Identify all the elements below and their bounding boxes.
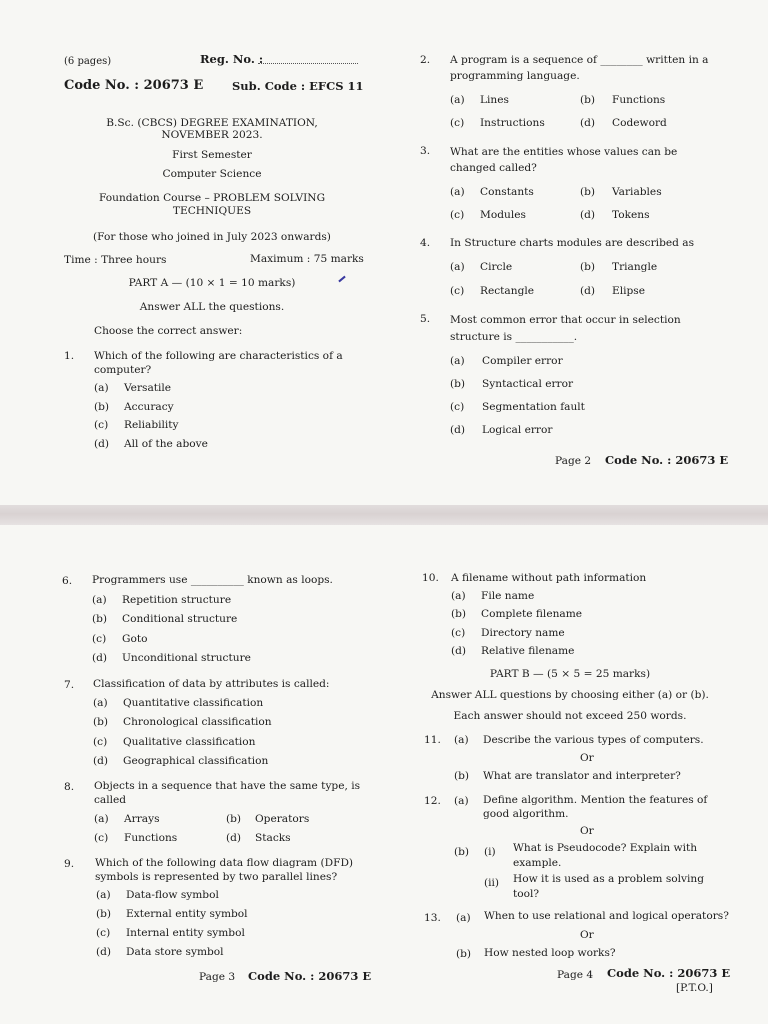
option-label: (a)	[92, 594, 107, 606]
option-label: (d)	[93, 755, 109, 767]
option-text: Constants	[480, 186, 534, 198]
option-text: All of the above	[124, 438, 208, 450]
footer-code-2: Code No. : 20673 E	[605, 453, 729, 467]
option-text: Variables	[612, 186, 662, 198]
option-label: (b)	[456, 948, 472, 960]
question-text: tool?	[513, 888, 540, 900]
option-text: Reliability	[124, 419, 179, 431]
option-label: (b)	[454, 770, 470, 782]
option-text: Data-flow symbol	[126, 889, 219, 901]
part-b-instruction: Answer ALL questions by choosing either (a) or (b).	[431, 689, 709, 701]
option-text: Circle	[480, 261, 513, 273]
sub-code: Sub. Code : EFCS 11	[232, 79, 364, 93]
part-b-word-limit: Each answer should not exceed 250 words.	[453, 710, 687, 722]
option-text: Conditional structure	[122, 613, 238, 625]
option-text: External entity symbol	[126, 908, 248, 920]
reg-no-label: Reg. No. :	[200, 52, 264, 66]
option-text: Versatile	[124, 382, 172, 394]
question-number: 9.	[64, 858, 75, 870]
choose-label: Choose the correct answer:	[94, 325, 243, 337]
question-text: Describe the various types of computers.	[483, 734, 704, 746]
question-text: What is Pseudocode? Explain with	[513, 842, 698, 854]
option-label: (a)	[450, 261, 465, 273]
option-label: (b)	[226, 813, 242, 825]
option-text: Geographical classification	[123, 755, 269, 767]
option-label: (b)	[454, 846, 470, 858]
option-label: (d)	[94, 438, 110, 450]
option-label: (a)	[454, 795, 469, 807]
option-label: (a)	[94, 382, 109, 394]
footer-page-2: Page 2	[555, 455, 592, 467]
time-label: Time : Three hours	[64, 254, 167, 266]
pto-label: [P.T.O.]	[676, 982, 713, 994]
option-label: (b)	[580, 94, 596, 106]
option-text: Operators	[255, 813, 310, 825]
question-text: computer?	[94, 364, 152, 376]
option-label: (b)	[451, 608, 467, 620]
option-label: (a)	[450, 94, 465, 106]
option-label: (b)	[94, 401, 110, 413]
option-label: (c)	[94, 419, 109, 431]
option-text: Lines	[480, 94, 509, 106]
option-text: Qualitative classification	[123, 736, 256, 748]
question-text: structure is ___________.	[450, 331, 578, 343]
option-label: (c)	[450, 209, 465, 221]
option-label: (a)	[450, 355, 465, 367]
option-text: Instructions	[480, 117, 545, 129]
footer-page-3: Page 3	[199, 971, 236, 983]
or-label: Or	[580, 929, 594, 941]
option-label: (b)	[96, 908, 112, 920]
part-a-instruction: Answer ALL the questions.	[139, 301, 285, 313]
option-text: Arrays	[124, 813, 160, 825]
semester: First Semester	[172, 149, 252, 161]
question-text: Most common error that occur in selection	[450, 314, 681, 326]
question-text: changed called?	[450, 162, 537, 174]
option-label: (d)	[580, 285, 596, 297]
question-text: called	[94, 794, 127, 806]
option-text: File name	[481, 590, 535, 602]
question-text: example.	[513, 857, 562, 869]
question-number: 6.	[62, 575, 73, 587]
option-text: Stacks	[255, 832, 291, 844]
option-label: (a)	[456, 912, 471, 924]
option-text: Rectangle	[480, 285, 535, 297]
part-a-title: PART A — (10 × 1 = 10 marks)	[128, 277, 296, 289]
question-number: 2.	[420, 54, 431, 66]
option-label: (c)	[450, 285, 465, 297]
question-text: A filename without path information	[451, 572, 647, 584]
course-line-1: Foundation Course – PROBLEM SOLVING	[98, 192, 326, 204]
question-text: programming language.	[450, 70, 580, 82]
option-text: Functions	[612, 94, 666, 106]
question-text: symbols is represented by two parallel lines?	[95, 871, 338, 883]
option-text: Data store symbol	[126, 946, 224, 958]
question-text: When to use relational and logical operators?	[484, 910, 729, 922]
option-label: (c)	[450, 117, 465, 129]
option-text: Compiler error	[482, 355, 563, 367]
option-text: Relative filename	[481, 645, 575, 657]
pages-count: (6 pages)	[64, 56, 112, 67]
question-text: Which of the following are characteristics of a	[94, 350, 343, 362]
option-label: (b)	[580, 261, 596, 273]
option-label: (c)	[92, 633, 107, 645]
question-number: 12.	[424, 795, 441, 807]
option-label: (d)	[580, 209, 596, 221]
question-number: 11.	[424, 734, 441, 746]
or-label: Or	[580, 752, 594, 764]
option-label: (a)	[96, 889, 111, 901]
option-text: Syntactical error	[482, 378, 574, 390]
page-fold	[0, 505, 768, 525]
maximum-label: Maximum : 75 marks	[250, 253, 364, 265]
question-text: What are translator and interpreter?	[483, 770, 681, 782]
option-text: Segmentation fault	[482, 401, 585, 413]
question-number: 10.	[422, 572, 439, 584]
subject: Computer Science	[162, 168, 262, 180]
option-label: (d)	[92, 652, 108, 664]
exam-line-1: B.Sc. (CBCS) DEGREE EXAMINATION,	[106, 117, 318, 129]
option-label: (a)	[454, 734, 469, 746]
part-b-title: PART B — (5 × 5 = 25 marks)	[489, 668, 651, 680]
option-label: (a)	[450, 186, 465, 198]
question-text: What are the entities whose values can be	[450, 146, 678, 158]
question-number: 4.	[420, 237, 431, 249]
option-label: (d)	[451, 645, 467, 657]
option-text: Modules	[480, 209, 526, 221]
option-text: Logical error	[482, 424, 553, 436]
question-text: Define algorithm. Mention the features of	[483, 794, 708, 806]
question-number: 7.	[64, 679, 75, 691]
joined-note: (For those who joined in July 2023 onwards)	[93, 231, 331, 243]
code-no: Code No. : 20673 E	[64, 78, 204, 93]
sub-label: (i)	[484, 846, 496, 858]
question-number: 1.	[64, 350, 75, 362]
option-label: (d)	[450, 424, 466, 436]
reg-no-field	[258, 63, 358, 64]
option-text: Internal entity symbol	[126, 927, 245, 939]
question-text: Programmers use __________ known as loops.	[92, 574, 333, 586]
option-text: Elipse	[612, 285, 645, 297]
question-text: Classification of data by attributes is called:	[93, 678, 330, 690]
footer-code-4: Code No. : 20673 E	[607, 966, 731, 980]
question-number: 8.	[64, 781, 75, 793]
option-text: Unconditional structure	[122, 652, 251, 664]
option-text: Repetition structure	[122, 594, 232, 606]
option-label: (b)	[93, 716, 109, 728]
question-number: 3.	[420, 145, 431, 157]
or-label: Or	[580, 825, 594, 837]
question-text: good algorithm.	[483, 808, 569, 820]
option-text: Accuracy	[124, 401, 174, 413]
sub-label: (ii)	[484, 877, 500, 889]
option-label: (b)	[580, 186, 596, 198]
option-label: (c)	[93, 736, 108, 748]
option-label: (d)	[226, 832, 242, 844]
option-label: (c)	[451, 627, 466, 639]
option-label: (d)	[96, 946, 112, 958]
option-text: Functions	[124, 832, 178, 844]
footer-code-3: Code No. : 20673 E	[248, 969, 372, 983]
option-label: (c)	[94, 832, 109, 844]
option-label: (a)	[451, 590, 466, 602]
question-text: In Structure charts modules are described as	[450, 237, 695, 249]
option-text: Complete filename	[481, 608, 583, 620]
question-text: Objects in a sequence that have the same type, is	[94, 780, 361, 792]
option-label: (a)	[93, 697, 108, 709]
question-number: 5.	[420, 313, 431, 325]
question-text: How nested loop works?	[484, 947, 616, 959]
course-line-2: TECHNIQUES	[172, 205, 252, 217]
option-text: Codeword	[612, 117, 667, 129]
option-text: Directory name	[481, 627, 565, 639]
exam-line-2: NOVEMBER 2023.	[161, 129, 263, 141]
option-text: Tokens	[612, 209, 650, 221]
question-text: Which of the following data flow diagram (DFD)	[95, 857, 354, 869]
question-text: How it is used as a problem solving	[513, 873, 704, 885]
option-text: Goto	[122, 633, 148, 645]
option-label: (b)	[92, 613, 108, 625]
option-label: (a)	[94, 813, 109, 825]
question-number: 13.	[424, 912, 441, 924]
option-text: Chronological classification	[123, 716, 272, 728]
question-text: A program is a sequence of ________ written in a	[450, 54, 709, 66]
option-label: (c)	[450, 401, 465, 413]
option-label: (b)	[450, 378, 466, 390]
option-text: Quantitative classification	[123, 697, 264, 709]
option-text: Triangle	[612, 261, 658, 273]
option-label: (d)	[580, 117, 596, 129]
footer-page-4: Page 4	[557, 969, 594, 981]
option-label: (c)	[96, 927, 111, 939]
